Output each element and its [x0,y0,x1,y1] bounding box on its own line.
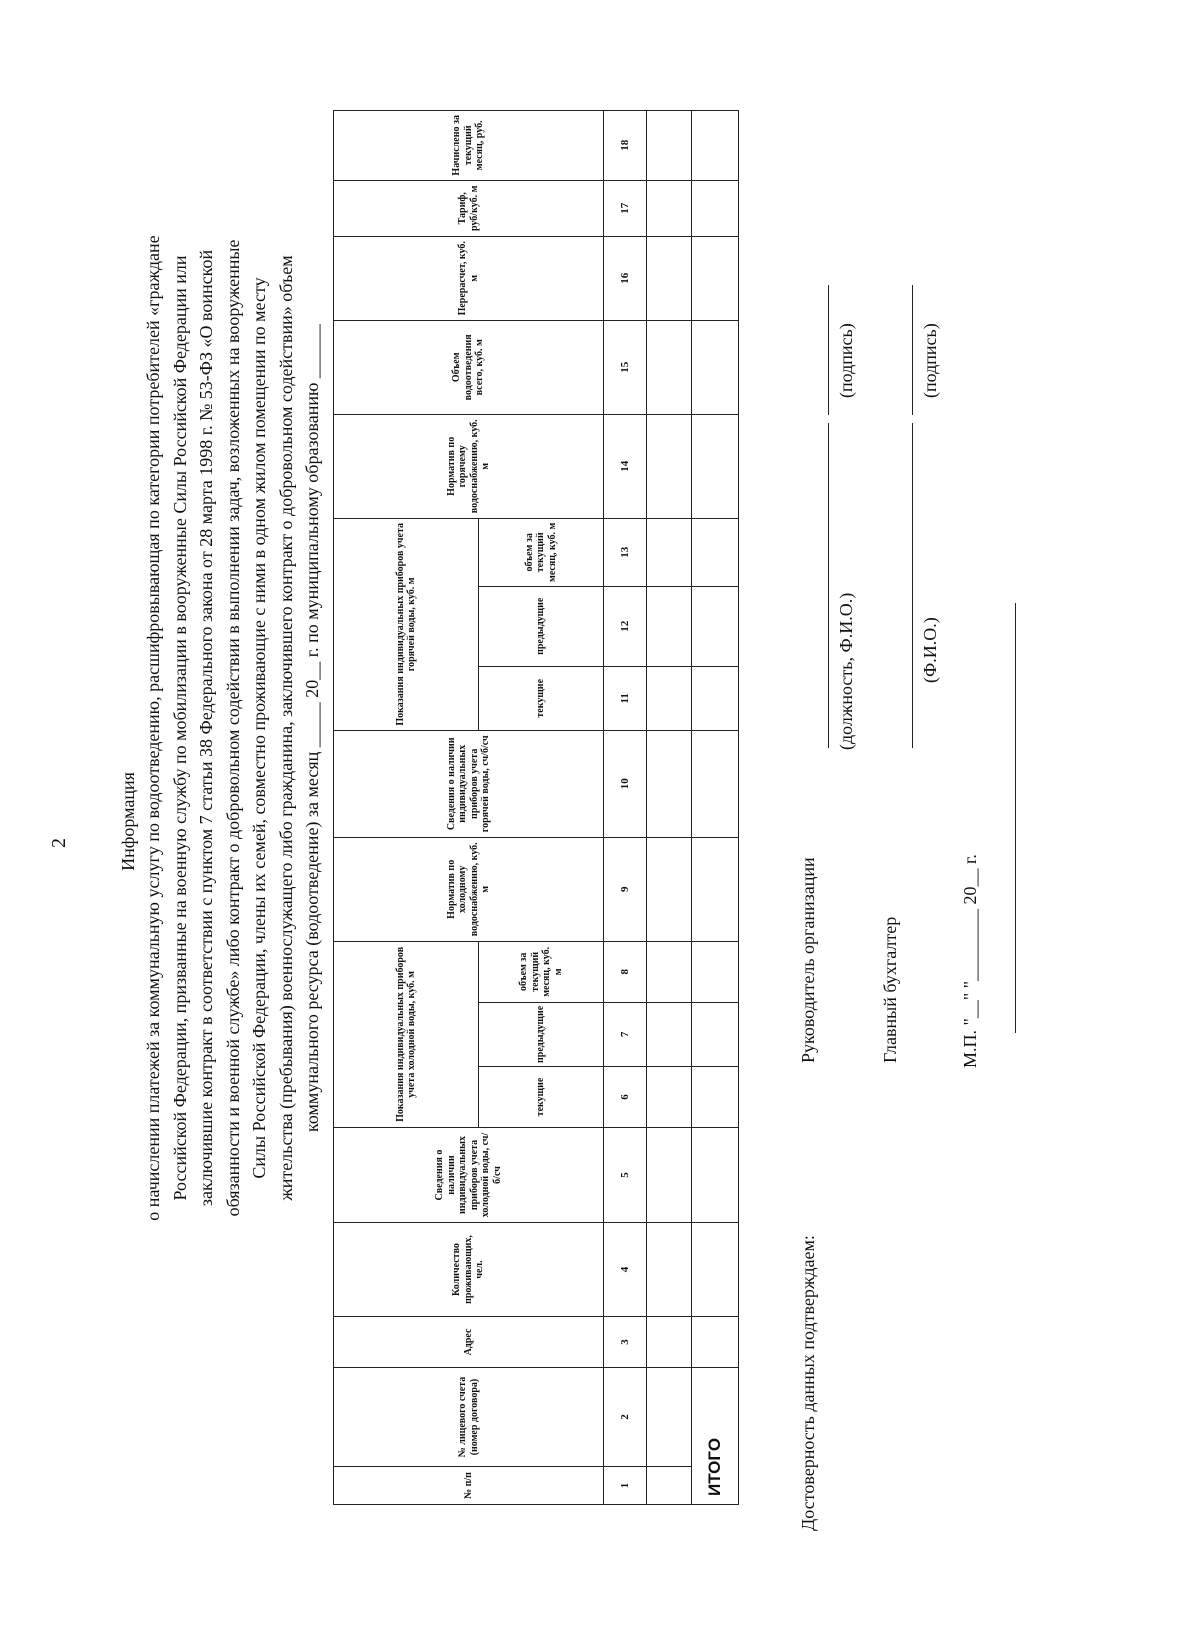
header-cell: Перерасчет, куб. м [334,236,604,320]
column-number: 11 [604,666,647,730]
document-title: Информация [118,772,138,871]
column-number: 12 [604,586,647,666]
intro-line: Российской Федерации, призванные на военную службу по мобилизации в вооруженные Силы Российской Федерации или [169,255,190,1201]
table-row [647,110,692,1504]
header-cell: Сведения о наличии индивидуальных приборов учета горячей воды, сч/б/сч [334,730,604,837]
total-cell [692,941,739,1002]
table-cell [647,1368,692,1467]
table-cell [647,180,692,236]
column-number: 13 [604,518,647,586]
table-cell [647,1002,692,1066]
column-number: 14 [604,414,647,518]
table-cell [647,110,692,180]
table-cell [647,586,692,666]
header-cell: Объем водоотведения всего, куб. м [334,320,604,414]
column-number: 16 [604,236,647,320]
total-cell [692,236,739,320]
header-subcell: объем за текущий месяц, куб. м [479,518,604,586]
header-cell: Начислено за текущий месяц, руб. [334,110,604,180]
head-name-hint: (должность, Ф.И.О.) [836,592,856,750]
total-row [692,110,739,1504]
accountant-name-line [912,423,913,748]
total-cell [692,586,739,666]
intro-line: о начислении платежей за коммунальную услугу по водоотведению, расшифровывающая по категории потребителей «граждане [143,235,163,1221]
table-cell [647,414,692,518]
column-number: 15 [604,320,647,414]
column-number: 3 [604,1317,647,1368]
header-cell: Тариф, руб/куб. м [334,180,604,236]
total-cell [692,180,739,236]
table-cell [647,1128,692,1223]
header-cell: № лицевого счета (номер договора) [334,1368,604,1467]
column-number: 18 [604,110,647,180]
total-cell [692,414,739,518]
column-number: 9 [604,837,647,941]
header-cell: Норматив по холодному водоснабжению, куб. м [334,837,604,941]
header-row [334,110,479,1504]
total-cell [692,837,739,941]
accountant-sign-hint: (подпись) [920,323,940,398]
header-subcell: объем за текущий месяц, куб. м [479,941,604,1002]
accountant-sign-line [912,285,913,415]
column-number: 17 [604,180,647,236]
column-number: 10 [604,730,647,837]
header-subcell: текущие [479,666,604,730]
table-cell [647,666,692,730]
column-number: 7 [604,1002,647,1066]
column-number: 8 [604,941,647,1002]
total-cell [692,666,739,730]
total-cell [692,518,739,586]
table-cell [647,518,692,586]
column-number: 4 [604,1223,647,1317]
table-cell [647,837,692,941]
table-cell [647,1223,692,1317]
table-cell [647,1067,692,1128]
head-name-line [828,423,829,748]
table-cell [647,236,692,320]
accruals-table [333,110,739,1505]
header-subcell: предыдущие [479,1002,604,1066]
total-cell [692,1067,739,1128]
stamp-date: М.П. "__" "________ 20__ г. [960,854,980,1068]
column-number-row [604,110,647,1504]
intro-line: обязанности и военной службе» либо контракт о добровольном содействии в выполнении задач, возложенных на вооруженные [222,239,243,1217]
head-sign-line [828,285,829,415]
head-sign-hint: (подпись) [836,323,856,398]
header-cell: № п/п [334,1467,604,1505]
confirm-label: Достоверность данных подтверждаем: [798,1235,818,1531]
total-cell [692,1223,739,1317]
total-cell [692,730,739,837]
header-subcell: текущие [479,1067,604,1128]
header-group-cell: Показания индивидуальных приборов учета горячей воды, куб. м [334,518,479,730]
header-cell: Адрес [334,1317,604,1368]
head-label: Руководитель организации [798,857,818,1063]
accountant-name-hint: (Ф.И.О.) [920,617,940,683]
total-cell [692,1317,739,1368]
column-number: 1 [604,1467,647,1505]
intro-line: заключившие контракт в соответствии с пунктом 7 статьи 38 Федерального закона от 28 марта 1998 г. № 53-ФЗ «О воинской [196,249,216,1207]
total-cell [692,320,739,414]
table-cell [647,1467,692,1505]
table-cell [647,941,692,1002]
header-subcell: предыдущие [479,586,604,666]
header-cell: Норматив по горячему водоснабжению, куб. м [334,414,604,518]
total-cell [692,110,739,180]
intro-line: коммунального ресурса (водоотведение) за месяц _____ 20__ г. по муниципальному образованию ______ [302,324,322,1132]
column-number: 5 [604,1128,647,1223]
page-number: 2 [48,838,70,848]
column-number: 2 [604,1368,647,1467]
column-number: 6 [604,1067,647,1128]
total-cell [692,1128,739,1223]
table-cell [647,320,692,414]
header-group-cell: Показания индивидуальных приборов учета холодной воды, куб. м [334,941,479,1127]
stamp-line [1015,603,1016,1033]
table-cell [647,1317,692,1368]
total-cell [692,1002,739,1066]
accountant-label: Главный бухгалтер [880,916,900,1063]
document-intro [140,148,326,1308]
total-label: ИТОГО [692,1368,739,1505]
header-cell: Сведения о наличии индивидуальных приборов учета холодной воды, сч/б/сч [334,1128,604,1223]
header-cell: Количество проживающих, чел. [334,1223,604,1317]
table-cell [647,730,692,837]
intro-line: Силы Российской Федерации, члены их семей, совместно проживающие с ними в одном жилом помещении по месту [249,277,269,1179]
intro-line: жительства (пребывания) военнослужащего либо гражданина, заключившего контракт о добровольном содействии» объем [275,255,296,1201]
